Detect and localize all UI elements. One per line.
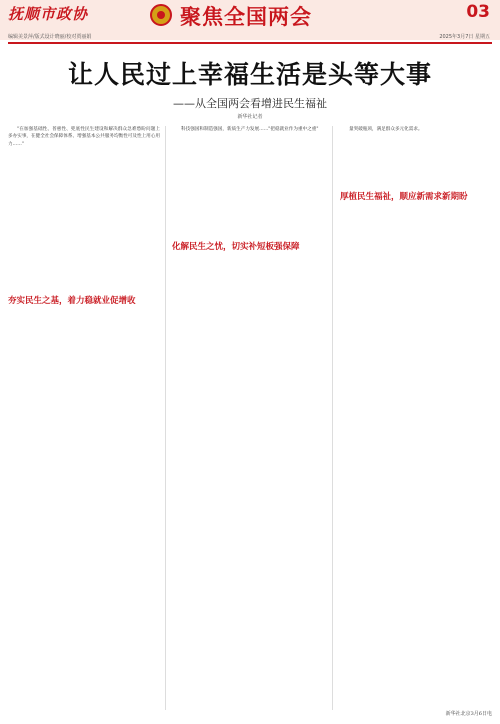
- filler-text: [8, 308, 160, 716]
- filler-text: [8, 175, 160, 289]
- column-1-intro: "在加强基础性、普惠性、兜底性民生建设和解决群众急难愁盼问题上多办实事，在健全社会保障体系、增强基本公共服务均衡性可及性上用心用力……": [8, 127, 160, 147]
- filler-text: [172, 146, 324, 236]
- header-rule: [8, 42, 492, 44]
- section-heading-1: 夯实民生之基，着力稳就业促增收: [8, 296, 136, 306]
- info-bar: [0, 31, 500, 41]
- column-2-intro: 科技强国和制造强国，新质生产力发展……"把稳就业作为重中之重": [181, 127, 319, 132]
- newspaper-logo: 抚顺市政协: [8, 5, 89, 23]
- section-heading-2: 化解民生之忧，切实补短板强保障: [172, 242, 300, 252]
- page-number: 03: [466, 2, 490, 22]
- section-title: 聚焦全国两会: [180, 5, 312, 29]
- subheadline: ——从全国两会看增进民生福祉: [173, 97, 327, 110]
- article-credit: 新华社北京3月6日电: [445, 711, 492, 717]
- column-3-intro: 量突破瓶颈，满足群众多元化需求。: [349, 127, 423, 132]
- edition-info: 编辑美景萍/版式设计晓丽/校对贾丽娟: [8, 34, 92, 40]
- headline: 让人民过上幸福生活是头等大事: [67, 60, 432, 89]
- issue-date: 2025年3月7日 星期五: [439, 34, 490, 40]
- filler-text: [340, 146, 492, 186]
- column-separator: [165, 126, 166, 710]
- section-heading-3: 厚植民生福祉，顺应新需求新期盼: [340, 192, 468, 202]
- column-1: [8, 126, 160, 148]
- column-2: [172, 126, 324, 133]
- column-3: [340, 126, 492, 133]
- filler-text: [340, 204, 492, 708]
- column-separator: [332, 126, 333, 710]
- filler-text: [172, 254, 324, 716]
- byline: 新华社记者: [237, 114, 263, 120]
- emblem-icon: [150, 4, 172, 26]
